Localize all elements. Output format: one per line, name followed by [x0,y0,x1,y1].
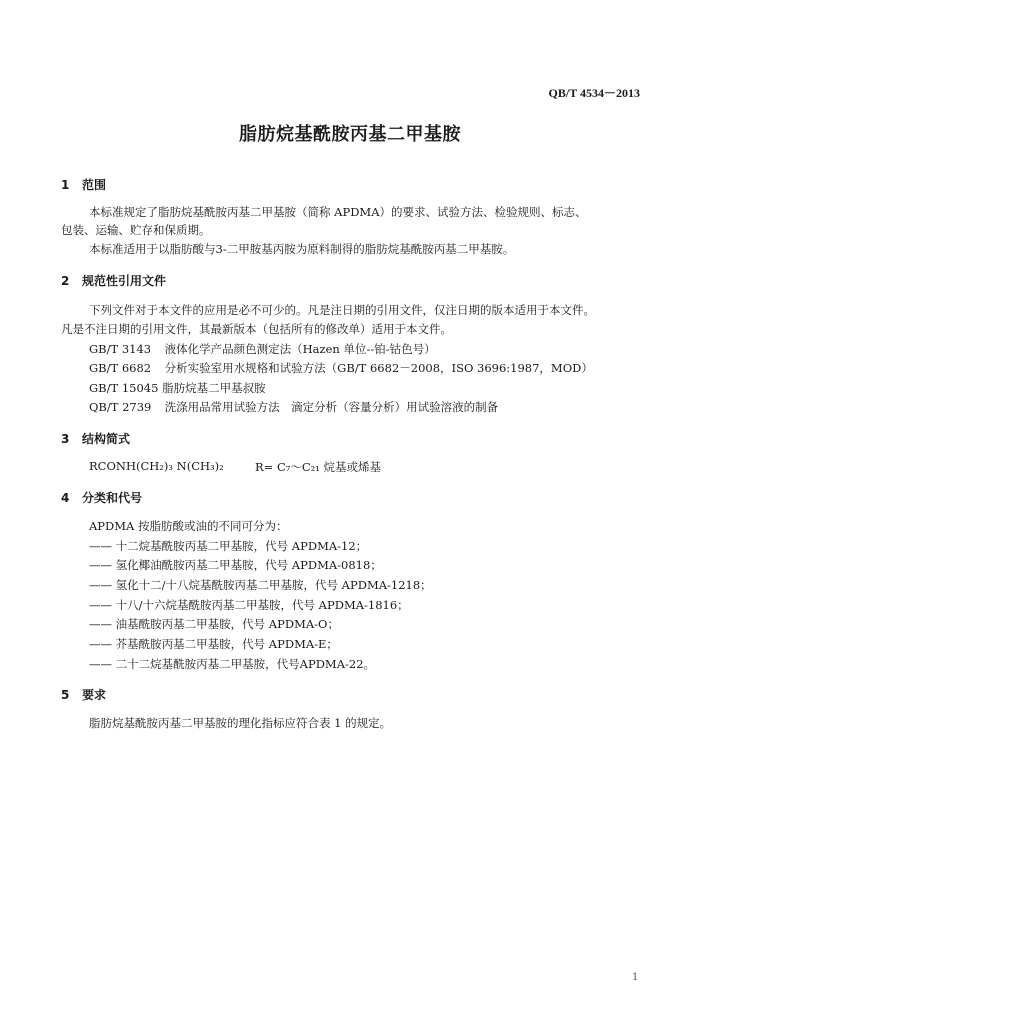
paragraph-line: 凡是不注日期的引用文件，其最新版本（包括所有的修改单）适用于本文件。 [61,322,452,336]
formula-text: RCONH(CH₂)₃ N(CH₃)₂ [89,459,224,473]
list-item: —— 芥基酰胺丙基二甲基胺，代号 APDMA-E； [89,637,338,651]
reference-title: 脂肪烷基二甲基叔胺 [162,381,266,395]
list-item: —— 十八/十六烷基酰胺丙基二甲基胺，代号 APDMA-1816； [89,598,409,612]
section-title: 结构简式 [82,432,131,446]
section-3-heading [61,430,130,447]
list-item: —— 氢化十二/十八烷基酰胺丙基二甲基胺，代号 APDMA-1218； [89,578,432,592]
reference-code: GB/T 3143 [89,342,152,356]
section-number: 3 [61,432,70,446]
reference-entry [89,380,266,396]
document-title: 脂肪烷基酰胺丙基二甲基胺 [239,124,461,145]
reference-entry [89,399,498,415]
reference-title: 洗涤用品常用试验方法 滴定分析（容量分析）用试验溶液的制备 [164,400,499,414]
section-title: 要求 [82,688,107,702]
section-4-heading [61,489,142,506]
structural-formula [89,459,382,474]
reference-code: GB/T 15045 [89,381,159,395]
paragraph-line: 包装、运输、贮存和保质期。 [61,223,211,237]
section-2-heading [61,272,166,289]
list-item: —— 十二烷基酰胺丙基二甲基胺，代号 APDMA-12； [89,539,368,553]
section-title: 分类和代号 [82,491,143,505]
formula-note: R= C₇～C₂₁ 烷基或烯基 [255,460,382,474]
list-item: —— 二十二烷基酰胺丙基二甲基胺，代号APDMA-22。 [89,657,376,671]
reference-title: 分析实验室用水规格和试验方法（GB/T 6682－2008，ISO 3696:1987，MOD） [164,361,593,375]
standard-number: QB/T 4534－2013 [548,86,640,100]
paragraph-line: 下列文件对于本文件的应用是必不可少的。凡是注日期的引用文件，仅注日期的版本适用于本文件。 [89,303,595,317]
reference-entry [89,360,593,376]
section-title: 范围 [82,178,107,192]
page-number: 1 [632,972,639,983]
paragraph-line: 本标准适用于以脂肪酸与3-二甲胺基丙胺为原料制得的脂肪烷基酰胺丙基二甲基胺。 [89,242,515,256]
section-title: 规范性引用文件 [82,274,167,288]
section-number: 2 [61,274,70,288]
section-number: 4 [61,491,70,505]
section-number: 1 [61,178,70,192]
paragraph-line: 脂肪烷基酰胺丙基二甲基胺的理化指标应符合表 1 的规定。 [89,716,392,730]
list-item: —— 氢化椰油酰胺丙基二甲基胺，代号 APDMA-0818； [89,558,382,572]
section-number: 5 [61,688,70,702]
reference-entry [89,341,436,357]
section-1-heading [61,176,106,193]
paragraph-line: APDMA 按脂肪酸或油的不同可分为： [89,519,288,533]
list-item: —— 油基酰胺丙基二甲基胺，代号 APDMA-O； [89,617,339,631]
reference-code: QB/T 2739 [89,400,152,414]
paragraph-line: 本标准规定了脂肪烷基酰胺丙基二甲基胺（简称 APDMA）的要求、试验方法、检验规则、标志、 [89,205,587,219]
reference-title: 液体化学产品颜色测定法（Hazen 单位--铂-钴色号） [164,342,436,356]
section-5-heading [61,686,106,703]
reference-code: GB/T 6682 [89,361,152,375]
